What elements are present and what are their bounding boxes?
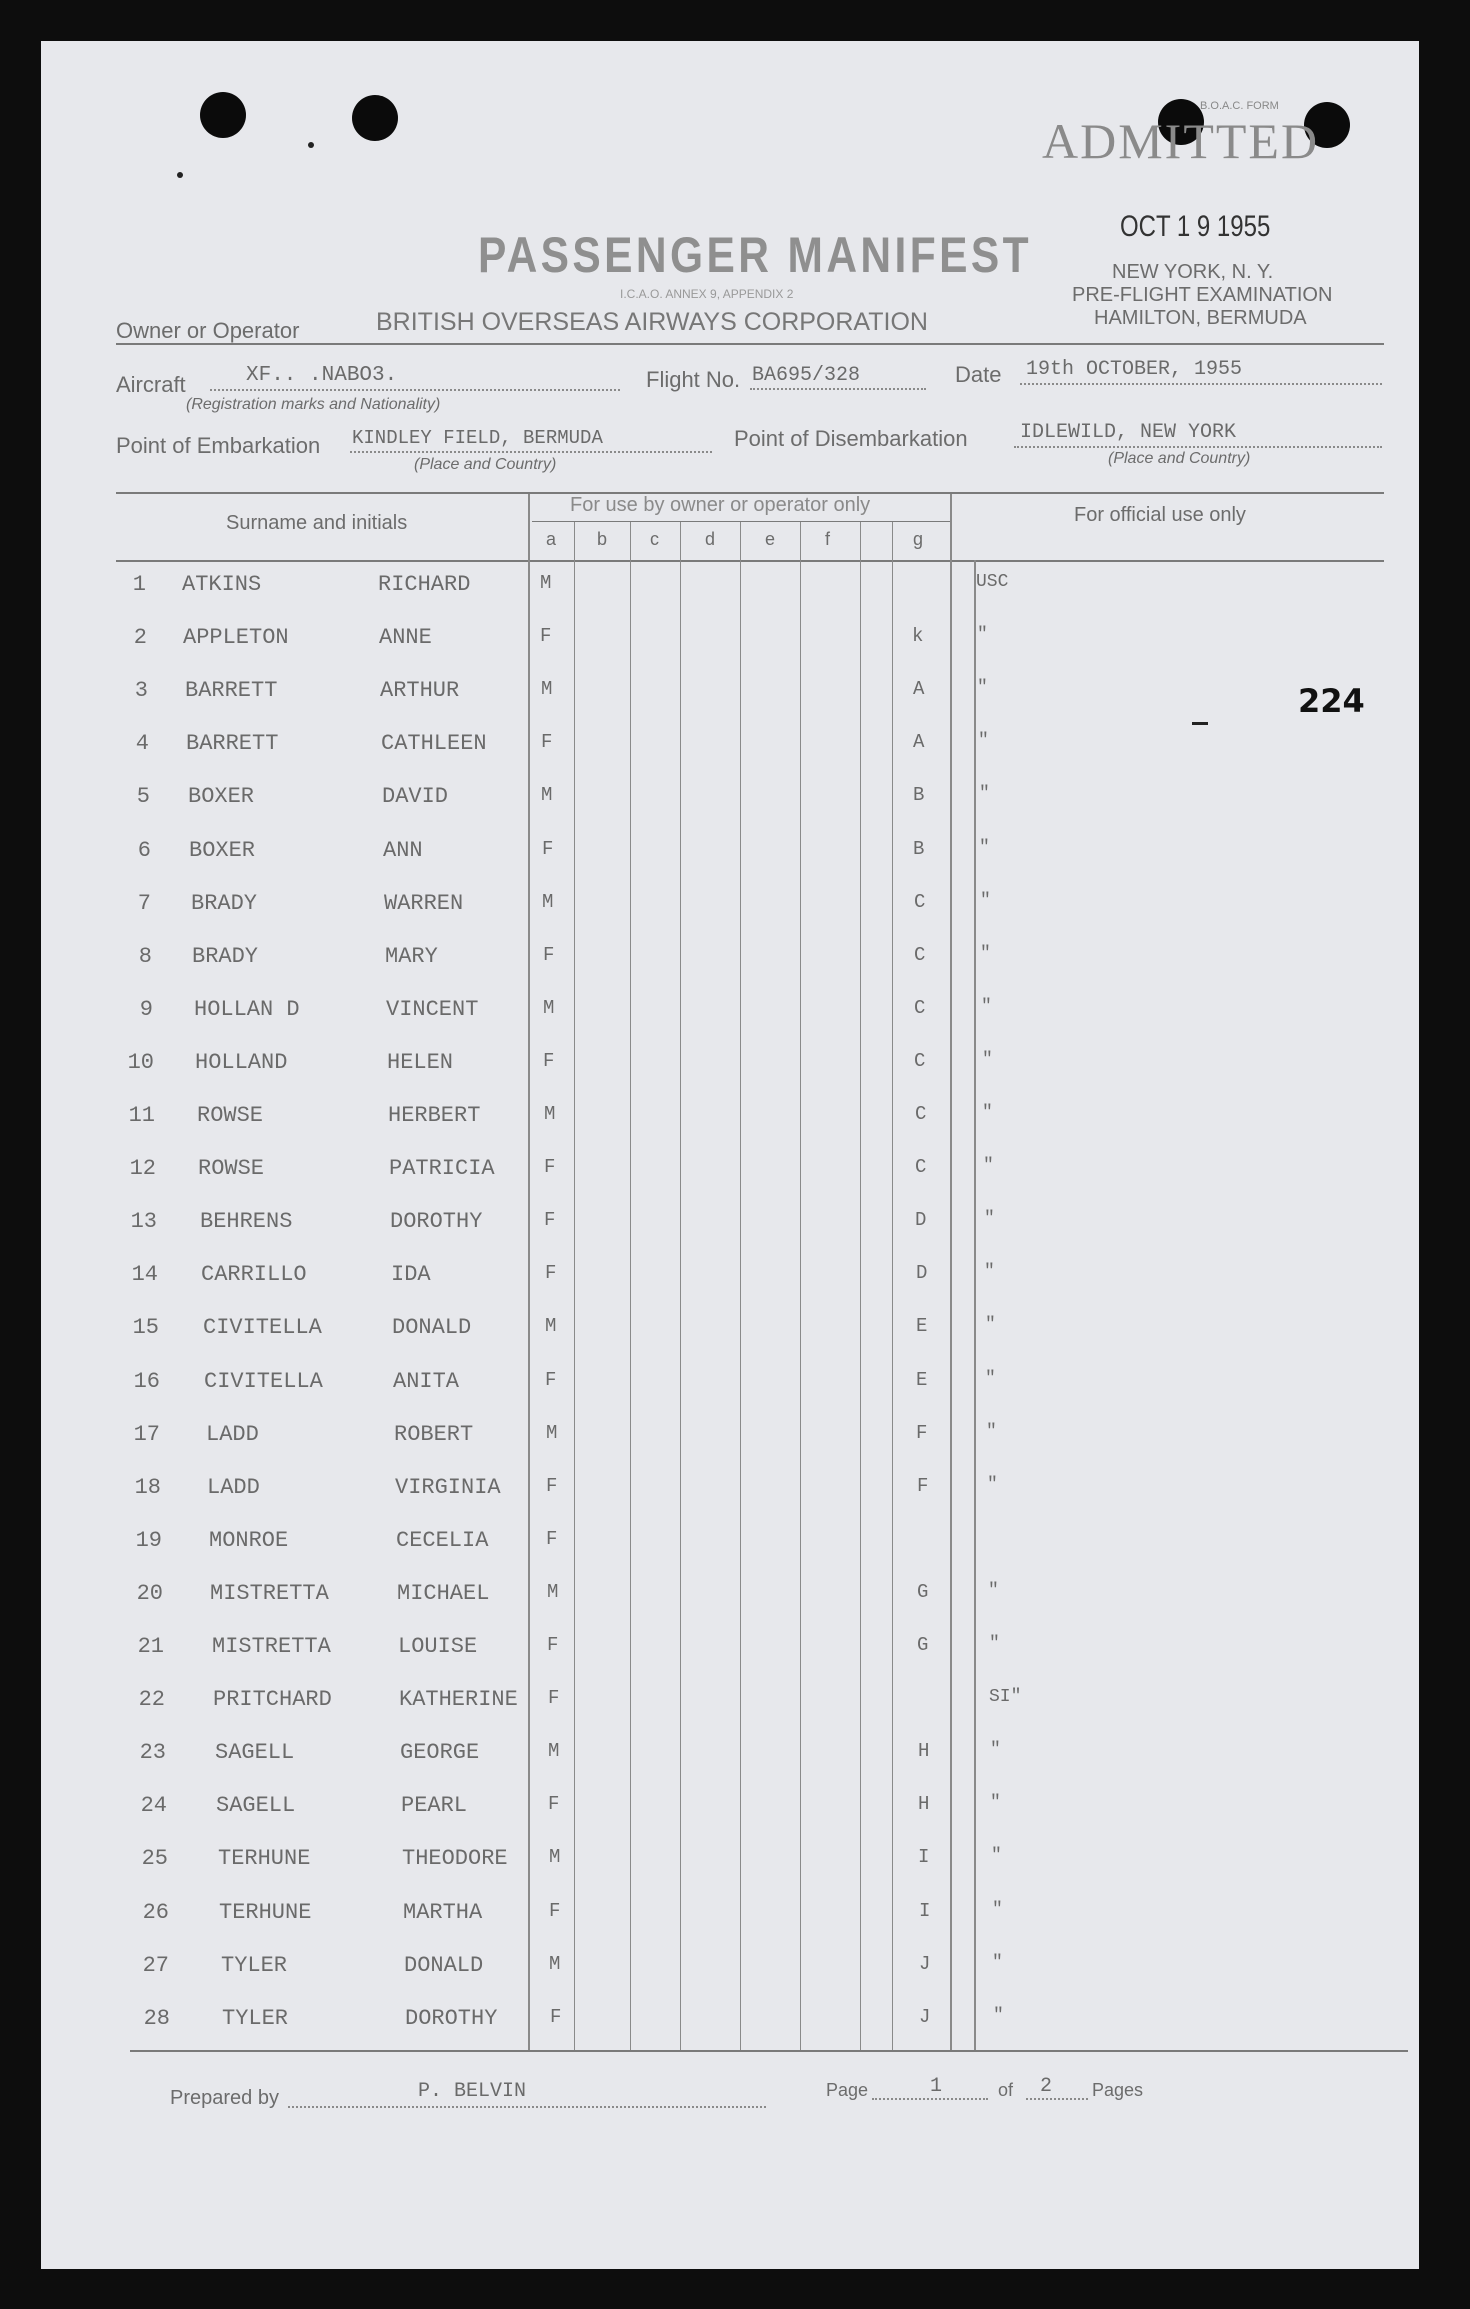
official-cell: " bbox=[979, 838, 990, 858]
aircraft-dots bbox=[210, 389, 620, 391]
owner-value: BRITISH OVERSEAS AIRWAYS CORPORATION bbox=[376, 308, 928, 336]
flight-value: BA695/328 bbox=[752, 364, 861, 387]
given-name-cell: ANNE bbox=[379, 625, 432, 650]
table-row bbox=[0, 1740, 1470, 1776]
surname-cell: ROWSE bbox=[197, 1103, 264, 1128]
row-number: 18 bbox=[134, 1475, 161, 1500]
sex-cell: F bbox=[545, 1369, 557, 1391]
official-cell: SI" bbox=[989, 1687, 1022, 1707]
group-cell: C bbox=[914, 944, 926, 966]
table-row bbox=[0, 784, 1470, 820]
sex-cell: M bbox=[548, 1740, 560, 1762]
group-cell: B bbox=[913, 784, 925, 806]
surname-cell: PRITCHARD bbox=[213, 1687, 332, 1712]
sex-cell: F bbox=[548, 1793, 560, 1815]
subcolumn-g: g bbox=[913, 529, 924, 549]
table-row bbox=[0, 625, 1470, 661]
subcolumn-f: f bbox=[825, 529, 831, 549]
official-cell: " bbox=[987, 1475, 998, 1495]
group-cell: I bbox=[919, 1900, 931, 1922]
group-cell: B bbox=[913, 838, 925, 860]
table-row bbox=[0, 2006, 1470, 2042]
given-name-cell: VIRGINIA bbox=[395, 1475, 501, 1500]
official-cell: " bbox=[984, 1209, 995, 1229]
title-subtitle: I.C.A.O. ANNEX 9, APPENDIX 2 bbox=[620, 287, 794, 301]
disembarkation-label: Point of Disembarkation bbox=[734, 426, 968, 451]
official-cell: " bbox=[984, 1262, 995, 1282]
flight-label: Flight No. bbox=[646, 367, 741, 392]
surname-cell: LADD bbox=[206, 1422, 259, 1447]
sex-cell: M bbox=[546, 1422, 558, 1444]
sex-cell: M bbox=[547, 1581, 559, 1603]
official-cell: USC bbox=[976, 572, 1009, 592]
row-number: 20 bbox=[136, 1581, 163, 1606]
official-cell: " bbox=[979, 784, 990, 804]
surname-cell: TYLER bbox=[221, 1953, 288, 1978]
official-cell: " bbox=[980, 944, 991, 964]
group-cell: A bbox=[913, 731, 925, 753]
group-cell: H bbox=[918, 1740, 930, 1762]
disembarkation-value: IDLEWILD, NEW YORK bbox=[1020, 421, 1237, 444]
disembarkation-dots bbox=[1014, 446, 1382, 448]
punch-hole bbox=[352, 95, 398, 141]
sex-cell: M bbox=[543, 997, 555, 1019]
sex-cell: F bbox=[549, 1900, 561, 1922]
page-title: PASSENGER MANIFEST bbox=[478, 227, 1032, 283]
group-cell: D bbox=[915, 1209, 927, 1231]
official-cell: " bbox=[988, 1581, 999, 1601]
subcolumn-d: d bbox=[705, 529, 716, 549]
row-number: 22 bbox=[138, 1687, 165, 1712]
surname-cell: HOLLAND bbox=[195, 1050, 288, 1075]
surname-cell: SAGELL bbox=[215, 1740, 295, 1765]
table-row bbox=[0, 997, 1470, 1033]
row-number: 12 bbox=[129, 1156, 156, 1181]
table-row bbox=[0, 678, 1470, 714]
given-name-cell: DONALD bbox=[404, 1953, 484, 1978]
prepared-by-label: Prepared by bbox=[170, 2087, 279, 2109]
date-dots bbox=[1020, 383, 1382, 385]
subcolumn-b: b bbox=[597, 529, 608, 549]
table-row bbox=[0, 1528, 1470, 1564]
given-name-cell: MARY bbox=[385, 944, 438, 969]
surname-cell: HOLLAN D bbox=[194, 997, 300, 1022]
subcolumn-a: a bbox=[546, 529, 557, 549]
row-number: 3 bbox=[134, 678, 148, 703]
group-cell: D bbox=[916, 1262, 928, 1284]
surname-cell: BOXER bbox=[188, 784, 255, 809]
row-number: 5 bbox=[136, 784, 150, 809]
of-value: 2 bbox=[1040, 2075, 1053, 2098]
surname-cell: BARRETT bbox=[185, 678, 278, 703]
surname-cell: CIVITELLA bbox=[203, 1315, 322, 1340]
sex-cell: M bbox=[542, 891, 554, 913]
group-cell: J bbox=[919, 2006, 931, 2028]
surname-cell: TERHUNE bbox=[219, 1900, 312, 1925]
date-label: Date bbox=[955, 362, 1002, 387]
table-row bbox=[0, 1687, 1470, 1723]
row-number: 7 bbox=[137, 891, 151, 916]
official-cell: " bbox=[990, 1793, 1001, 1813]
surname-cell: BARRETT bbox=[186, 731, 279, 756]
row-number: 4 bbox=[135, 731, 149, 756]
header-rule bbox=[116, 343, 1384, 345]
official-cell: " bbox=[982, 1050, 993, 1070]
given-name-cell: ARTHUR bbox=[380, 678, 460, 703]
given-name-cell: DOROTHY bbox=[390, 1209, 483, 1234]
group-cell: F bbox=[916, 1422, 928, 1444]
given-name-cell: HERBERT bbox=[388, 1103, 481, 1128]
table-row bbox=[0, 1209, 1470, 1245]
flight-dots bbox=[750, 388, 926, 390]
official-cell: " bbox=[992, 1953, 1003, 1973]
sex-cell: F bbox=[546, 1528, 558, 1550]
row-number: 2 bbox=[133, 625, 147, 650]
dash-mark bbox=[1192, 722, 1208, 725]
subheader-rule bbox=[532, 521, 952, 522]
row-number: 13 bbox=[130, 1209, 157, 1234]
table-row bbox=[0, 731, 1470, 767]
aircraft-value: XF.. .NABO3. bbox=[246, 364, 398, 387]
official-cell: " bbox=[978, 731, 989, 751]
sex-cell: F bbox=[543, 1050, 555, 1072]
prepared-by-value: P. BELVIN bbox=[418, 2080, 527, 2103]
given-name-cell: PEARL bbox=[401, 1793, 468, 1818]
surname-header: Surname and initials bbox=[226, 512, 408, 534]
given-name-cell: CECELIA bbox=[396, 1528, 489, 1553]
sex-cell: M bbox=[544, 1103, 556, 1125]
surname-cell: MONROE bbox=[209, 1528, 289, 1553]
table-row bbox=[0, 1103, 1470, 1139]
group-cell: C bbox=[914, 997, 926, 1019]
sex-cell: M bbox=[541, 678, 553, 700]
group-cell: F bbox=[917, 1475, 929, 1497]
table-row bbox=[0, 1900, 1470, 1936]
sex-cell: F bbox=[541, 731, 553, 753]
row-number: 9 bbox=[139, 997, 153, 1022]
table-row bbox=[0, 1581, 1470, 1617]
given-name-cell: ANITA bbox=[393, 1369, 460, 1394]
given-name-cell: MICHAEL bbox=[397, 1581, 490, 1606]
given-name-cell: RICHARD bbox=[378, 572, 471, 597]
group-cell: E bbox=[916, 1369, 928, 1391]
row-number: 14 bbox=[131, 1262, 158, 1287]
given-name-cell: IDA bbox=[391, 1262, 431, 1287]
sex-cell: M bbox=[549, 1953, 561, 1975]
table-bottom-rule bbox=[130, 2050, 1408, 2052]
of-label: of bbox=[998, 2080, 1014, 2100]
table-row bbox=[0, 1050, 1470, 1086]
given-name-cell: KATHERINE bbox=[399, 1687, 518, 1712]
surname-cell: CIVITELLA bbox=[204, 1369, 323, 1394]
group-cell: G bbox=[917, 1581, 929, 1603]
sex-cell: M bbox=[540, 572, 552, 594]
speck bbox=[177, 172, 183, 178]
aircraft-note: (Registration marks and Nationality) bbox=[186, 396, 441, 413]
given-name-cell: DOROTHY bbox=[405, 2006, 498, 2031]
surname-cell: BRADY bbox=[192, 944, 259, 969]
given-name-cell: WARREN bbox=[384, 891, 464, 916]
page-dots bbox=[872, 2098, 988, 2100]
sex-cell: M bbox=[549, 1846, 561, 1868]
table-row bbox=[0, 1156, 1470, 1192]
row-number: 1 bbox=[132, 572, 146, 597]
stamp-date: OCT 1 9 1955 bbox=[1120, 210, 1271, 243]
speck bbox=[308, 142, 314, 148]
table-row bbox=[0, 1634, 1470, 1670]
row-number: 27 bbox=[142, 1953, 169, 1978]
official-cell: " bbox=[983, 1156, 994, 1176]
surname-cell: ATKINS bbox=[182, 572, 262, 597]
surname-cell: TERHUNE bbox=[218, 1846, 311, 1871]
official-cell: " bbox=[980, 891, 991, 911]
given-name-cell: THEODORE bbox=[402, 1846, 508, 1871]
table-header-rule bbox=[116, 560, 1384, 562]
row-number: 26 bbox=[142, 1900, 169, 1925]
table-row bbox=[0, 1793, 1470, 1829]
pages-label: Pages bbox=[1092, 2080, 1144, 2100]
given-name-cell: DONALD bbox=[392, 1315, 472, 1340]
surname-cell: SAGELL bbox=[216, 1793, 296, 1818]
group-cell: C bbox=[915, 1156, 927, 1178]
sex-cell: F bbox=[550, 2006, 562, 2028]
row-number: 16 bbox=[133, 1369, 160, 1394]
table-row bbox=[0, 572, 1470, 608]
stamp-line-2: PRE-FLIGHT EXAMINATION bbox=[1072, 284, 1333, 306]
row-number: 24 bbox=[140, 1793, 167, 1818]
table-row bbox=[0, 838, 1470, 874]
table-row bbox=[0, 1953, 1470, 1989]
official-cell: " bbox=[993, 2006, 1004, 2026]
prepared-dots bbox=[288, 2106, 766, 2108]
official-cell: " bbox=[977, 625, 988, 645]
page-label: Page bbox=[826, 2080, 869, 2100]
row-number: 6 bbox=[137, 838, 151, 863]
date-value: 19th OCTOBER, 1955 bbox=[1026, 358, 1243, 381]
form-number: B.O.A.C. FORM bbox=[1200, 100, 1279, 112]
surname-cell: APPLETON bbox=[183, 625, 289, 650]
group-cell: E bbox=[916, 1315, 928, 1337]
sex-cell: F bbox=[545, 1262, 557, 1284]
sex-cell: M bbox=[541, 784, 553, 806]
page-value: 1 bbox=[930, 2075, 943, 2098]
table-row bbox=[0, 1315, 1470, 1351]
given-name-cell: VINCENT bbox=[386, 997, 479, 1022]
given-name-cell: CATHLEEN bbox=[381, 731, 487, 756]
embarkation-note: (Place and Country) bbox=[414, 456, 557, 473]
embarkation-dots bbox=[350, 451, 712, 453]
group-cell: H bbox=[918, 1793, 930, 1815]
given-name-cell: DAVID bbox=[382, 784, 449, 809]
table-row bbox=[0, 1422, 1470, 1458]
row-number: 11 bbox=[128, 1103, 155, 1128]
embarkation-value: KINDLEY FIELD, BERMUDA bbox=[352, 427, 603, 449]
official-cell: " bbox=[985, 1369, 996, 1389]
surname-cell: LADD bbox=[207, 1475, 260, 1500]
official-cell: " bbox=[989, 1634, 1000, 1654]
official-cell: " bbox=[981, 997, 992, 1017]
table-row bbox=[0, 1475, 1470, 1511]
group-cell: J bbox=[919, 1953, 931, 1975]
official-header: For official use only bbox=[1074, 504, 1246, 526]
of-dots bbox=[1026, 2098, 1088, 2100]
row-number: 28 bbox=[143, 2006, 170, 2031]
embarkation-label: Point of Embarkation bbox=[116, 433, 321, 458]
group-cell: C bbox=[914, 1050, 926, 1072]
punch-hole bbox=[200, 92, 246, 138]
sex-cell: M bbox=[545, 1315, 557, 1337]
official-cell: " bbox=[992, 1900, 1003, 1920]
table-row bbox=[0, 1369, 1470, 1405]
subcolumn-c: c bbox=[650, 529, 659, 549]
subcolumn-e: e bbox=[765, 529, 776, 549]
given-name-cell: PATRICIA bbox=[389, 1156, 495, 1181]
row-number: 21 bbox=[137, 1634, 164, 1659]
table-row bbox=[0, 891, 1470, 927]
official-cell: " bbox=[986, 1422, 997, 1442]
surname-cell: BOXER bbox=[189, 838, 256, 863]
sex-cell: F bbox=[544, 1156, 556, 1178]
row-number: 23 bbox=[139, 1740, 166, 1765]
row-number: 25 bbox=[141, 1846, 168, 1871]
official-cell: " bbox=[990, 1740, 1001, 1760]
owner-label: Owner or Operator bbox=[116, 318, 300, 343]
sex-cell: F bbox=[540, 625, 552, 647]
surname-cell: ROWSE bbox=[198, 1156, 265, 1181]
surname-cell: MISTRETTA bbox=[212, 1634, 331, 1659]
group-cell: k bbox=[912, 625, 924, 647]
official-cell: " bbox=[991, 1846, 1002, 1866]
stamp-line-3: HAMILTON, BERMUDA bbox=[1094, 307, 1307, 329]
sex-cell: F bbox=[543, 944, 555, 966]
surname-cell: TYLER bbox=[222, 2006, 289, 2031]
surname-cell: BEHRENS bbox=[200, 1209, 293, 1234]
row-number: 8 bbox=[138, 944, 152, 969]
row-number: 17 bbox=[133, 1422, 160, 1447]
sex-cell: F bbox=[547, 1634, 559, 1656]
row-number: 19 bbox=[135, 1528, 162, 1553]
official-cell: " bbox=[977, 678, 988, 698]
official-cell: " bbox=[985, 1315, 996, 1335]
given-name-cell: ROBERT bbox=[394, 1422, 474, 1447]
group-cell: I bbox=[918, 1846, 930, 1868]
row-number: 15 bbox=[132, 1315, 159, 1340]
surname-cell: BRADY bbox=[191, 891, 258, 916]
disembarkation-note: (Place and Country) bbox=[1108, 450, 1251, 467]
stamp-line-1: NEW YORK, N. Y. bbox=[1112, 261, 1274, 283]
given-name-cell: GEORGE bbox=[400, 1740, 480, 1765]
admitted-stamp: ADMITTED bbox=[1042, 113, 1320, 169]
operator-header: For use by owner or operator only bbox=[570, 494, 871, 516]
aircraft-label: Aircraft bbox=[116, 372, 186, 397]
given-name-cell: ANN bbox=[383, 838, 423, 863]
given-name-cell: MARTHA bbox=[403, 1900, 483, 1925]
group-cell: C bbox=[914, 891, 926, 913]
sex-cell: F bbox=[544, 1209, 556, 1231]
group-cell: C bbox=[915, 1103, 927, 1125]
surname-cell: CARRILLO bbox=[201, 1262, 307, 1287]
sex-cell: F bbox=[546, 1475, 558, 1497]
given-name-cell: HELEN bbox=[387, 1050, 454, 1075]
handwritten-number: 224 bbox=[1298, 682, 1365, 720]
row-number: 10 bbox=[127, 1050, 154, 1075]
table-row bbox=[0, 1262, 1470, 1298]
table-row bbox=[0, 944, 1470, 980]
table-row bbox=[0, 1846, 1470, 1882]
group-cell: G bbox=[917, 1634, 929, 1656]
group-cell: A bbox=[913, 678, 925, 700]
sex-cell: F bbox=[548, 1687, 560, 1709]
surname-cell: MISTRETTA bbox=[210, 1581, 329, 1606]
sex-cell: F bbox=[542, 838, 554, 860]
given-name-cell: LOUISE bbox=[398, 1634, 478, 1659]
official-cell: " bbox=[982, 1103, 993, 1123]
